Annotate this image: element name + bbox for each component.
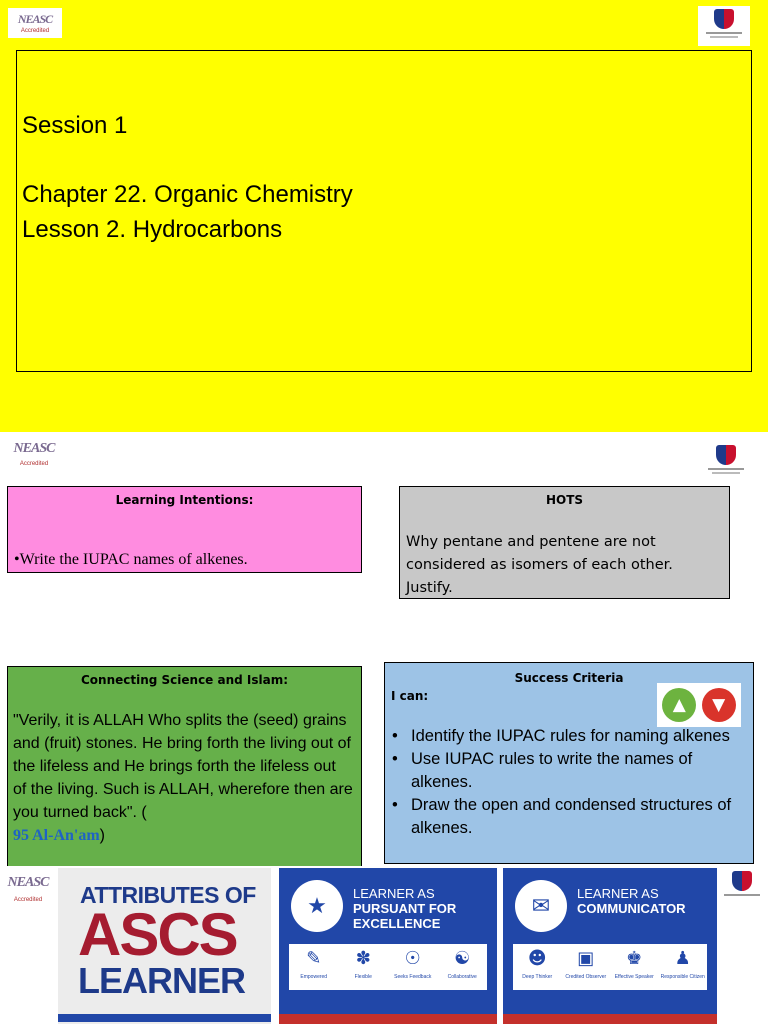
quote-reference: 95 Al-An'am: [13, 827, 100, 844]
title-slide: [0, 0, 768, 432]
attributes-line3: LEARNER: [78, 960, 246, 1001]
communicator-title-big: COMMUNICATOR: [577, 901, 686, 916]
thumbs-down-icon[interactable]: ▼: [702, 688, 736, 722]
lesson-objectives-slide: [0, 434, 768, 870]
connecting-title: Connecting Science and Islam:: [80, 673, 289, 687]
school-crest-icon: [714, 9, 734, 29]
list-item: • Use IUPAC rules to write the names of alkenes.: [391, 748, 746, 794]
speaker-icon: ♚: [626, 948, 643, 969]
star-icon: ★: [291, 880, 343, 932]
pursuant-attribute-strip: [289, 944, 487, 990]
neasc-logo-mark: NEASC: [7, 875, 49, 890]
learning-intentions-box: [7, 486, 362, 573]
hots-question: Why pentane and pentene are not considered as isomers of each other. Justify.: [406, 534, 673, 596]
neasc-logo-caption: Accredited: [20, 28, 50, 34]
success-criteria-ican: I can:: [391, 689, 429, 703]
attributes-line2: ASCS: [78, 901, 237, 968]
hots-box: [399, 486, 730, 599]
attribute-observer: ▣ Credited Observer: [565, 948, 607, 980]
chapter-title: Chapter 22. Organic Chemistry: [22, 181, 353, 208]
school-crest-icon: [716, 445, 736, 465]
communicator-title: [577, 886, 717, 916]
neasc-logo-mark: NEASC: [17, 12, 53, 26]
self-assessment-thumbs: [657, 683, 741, 727]
citizen-icon: ♟: [674, 948, 691, 969]
attribute-seeks-feedback: ☉ Seeks Feedback: [394, 948, 432, 980]
neasc-logo: [6, 438, 62, 474]
learning-intentions-text: •Write the IUPAC names of alkenes.: [14, 551, 248, 568]
neasc-logo-caption: Accredited: [13, 897, 43, 903]
thinker-icon: ☻: [527, 948, 547, 969]
speech-bubble-icon: ✉: [515, 880, 567, 932]
success-criteria-box: [384, 662, 754, 864]
feedback-icon: ☉: [404, 948, 421, 969]
attribute-effective-speaker: ♚ Effective Speaker: [614, 948, 654, 980]
list-item: • Draw the open and condensed structures of alkenes.: [391, 794, 746, 840]
school-logo: [698, 6, 750, 46]
communicator-attribute-strip: [513, 944, 707, 990]
observer-icon: ▣: [577, 948, 595, 969]
attribute-responsible-citizen: ♟ Responsible Citizen: [660, 948, 705, 980]
session-title: Session 1: [22, 112, 128, 139]
school-logo: [718, 868, 766, 908]
connecting-science-islam-box: [7, 666, 362, 870]
neasc-logo-caption: Accredited: [19, 461, 49, 467]
attributes-of-ascs-learner-panel: [58, 868, 271, 1024]
neasc-logo: [8, 8, 62, 38]
pursuant-for-excellence-panel: [279, 868, 497, 1024]
quote-text: "Verily, it is ALLAH Who splits the (seed) grains and (fruit) stones. He bring forth the living out of the lifeless and He brings forth the lifeless out of the living. Such is ALLAH, wherefore then are you turned back". (: [13, 712, 353, 821]
attribute-collaborative: ☯ Collaborative: [447, 948, 477, 980]
flexible-icon: ✽: [355, 948, 371, 969]
title-box: [16, 50, 752, 372]
hots-title: HOTS: [545, 493, 584, 507]
empowered-icon: ✎: [306, 948, 322, 969]
learner-attributes-slide: [0, 866, 768, 1024]
attribute-deep-thinker: ☻ Deep Thinker: [522, 948, 553, 980]
lesson-title: Lesson 2. Hydrocarbons: [22, 216, 283, 243]
connecting-quote: [13, 709, 353, 847]
communicator-title-small: LEARNER AS: [577, 886, 659, 901]
school-crest-icon: [732, 871, 752, 891]
learning-intentions-title: Learning Intentions:: [115, 493, 254, 507]
collaborative-icon: ☯: [454, 948, 471, 969]
attributes-line1: ATTRIBUTES OF: [80, 882, 256, 908]
pursuant-title: [353, 886, 493, 931]
school-logo: [700, 442, 752, 482]
neasc-logo: [0, 870, 56, 910]
communicator-panel: [503, 868, 717, 1024]
success-criteria-title: Success Criteria: [514, 671, 624, 685]
pursuant-title-big: PURSUANT FOR EXCELLENCE: [353, 901, 457, 931]
attribute-empowered: ✎ Empowered: [300, 948, 328, 980]
success-criteria-list: [391, 725, 746, 840]
attribute-flexible: ✽ Flexible: [354, 948, 372, 980]
thumbs-up-icon[interactable]: ▲: [662, 688, 696, 722]
pursuant-title-small: LEARNER AS: [353, 886, 435, 901]
list-item: • Identify the IUPAC rules for naming alkenes: [391, 725, 746, 748]
neasc-logo-mark: NEASC: [13, 441, 55, 456]
quote-closing: ): [99, 827, 105, 844]
